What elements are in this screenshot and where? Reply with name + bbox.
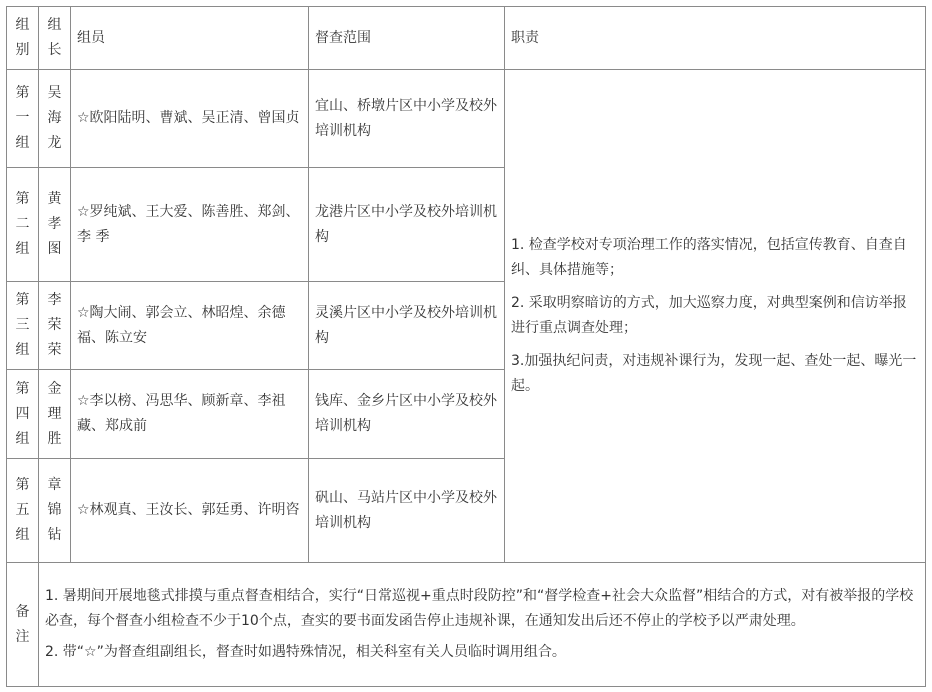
group-leader-cell: 黄孝图 xyxy=(39,168,71,282)
header-leader: 组长 xyxy=(39,7,71,70)
group-scope-cell: 龙港片区中小学及校外培训机构 xyxy=(309,168,505,282)
note-item: 1. 暑期间开展地毯式排摸与重点督查相结合，实行“日常巡视+重点时段防控”和“督学检查+社会大众监督”相结合的方式，对有被举报的学校必查，每个督查小组检查不少于10个点，查实的要书面发函告停止违规补课，在通知发出后还不停止的学校予以严肃处理。 xyxy=(45,588,914,629)
notes-content-cell xyxy=(39,563,926,687)
header-group: 组别 xyxy=(7,7,39,70)
group-scope-cell: 矾山、马站片区中小学及校外培训机构 xyxy=(309,459,505,563)
group-members-cell: ☆李以榜、冯思华、顾新章、李祖藏、郑成前 xyxy=(71,370,309,459)
header-scope: 督查范围 xyxy=(309,7,505,70)
notes-row xyxy=(7,563,926,687)
duty-item: 3.加强执纪问责，对违规补课行为，发现一起、查处一起、曝光一起。 xyxy=(511,353,917,394)
header-duties: 职责 xyxy=(505,7,926,70)
group-scope-cell: 宜山、桥墩片区中小学及校外培训机构 xyxy=(309,70,505,168)
header-members: 组员 xyxy=(71,7,309,70)
group-scope-cell: 钱库、金乡片区中小学及校外培训机构 xyxy=(309,370,505,459)
group-leader-cell: 金理胜 xyxy=(39,370,71,459)
notes-label-cell: 备注 xyxy=(7,563,39,687)
group-members-cell: ☆林观真、王汝长、郭廷勇、许明咨 xyxy=(71,459,309,563)
group-name-cell: 第二组 xyxy=(7,168,39,282)
duties-cell xyxy=(505,70,926,563)
group-name-cell: 第一组 xyxy=(7,70,39,168)
group-scope-cell: 灵溪片区中小学及校外培训机构 xyxy=(309,282,505,370)
group-members-cell: ☆欧阳陆明、曹斌、吴正清、曾国贞 xyxy=(71,70,309,168)
group-leader-cell: 吴海龙 xyxy=(39,70,71,168)
group-name-cell: 第五组 xyxy=(7,459,39,563)
group-leader-cell: 李荣荣 xyxy=(39,282,71,370)
note-item: 2. 带“☆”为督查组副组长，督查时如遇特殊情况，相关科室有关人员临时调用组合。 xyxy=(45,644,566,660)
group-leader-cell: 章锦钻 xyxy=(39,459,71,563)
group-name-cell: 第四组 xyxy=(7,370,39,459)
duty-item: 1. 检查学校对专项治理工作的落实情况，包括宣传教育、自查自纠、具体措施等； xyxy=(511,237,907,278)
header-row xyxy=(7,7,926,70)
table-row xyxy=(7,70,926,168)
group-name-cell: 第三组 xyxy=(7,282,39,370)
group-members-cell: ☆罗纯斌、王大爱、陈善胜、郑剑、李 季 xyxy=(71,168,309,282)
group-members-cell: ☆陶大闹、郭会立、林昭煌、余德福、陈立安 xyxy=(71,282,309,370)
supervision-schedule-table xyxy=(6,6,926,687)
duty-item: 2. 采取明察暗访的方式，加大巡察力度，对典型案例和信访举报进行重点调查处理； xyxy=(511,295,907,336)
